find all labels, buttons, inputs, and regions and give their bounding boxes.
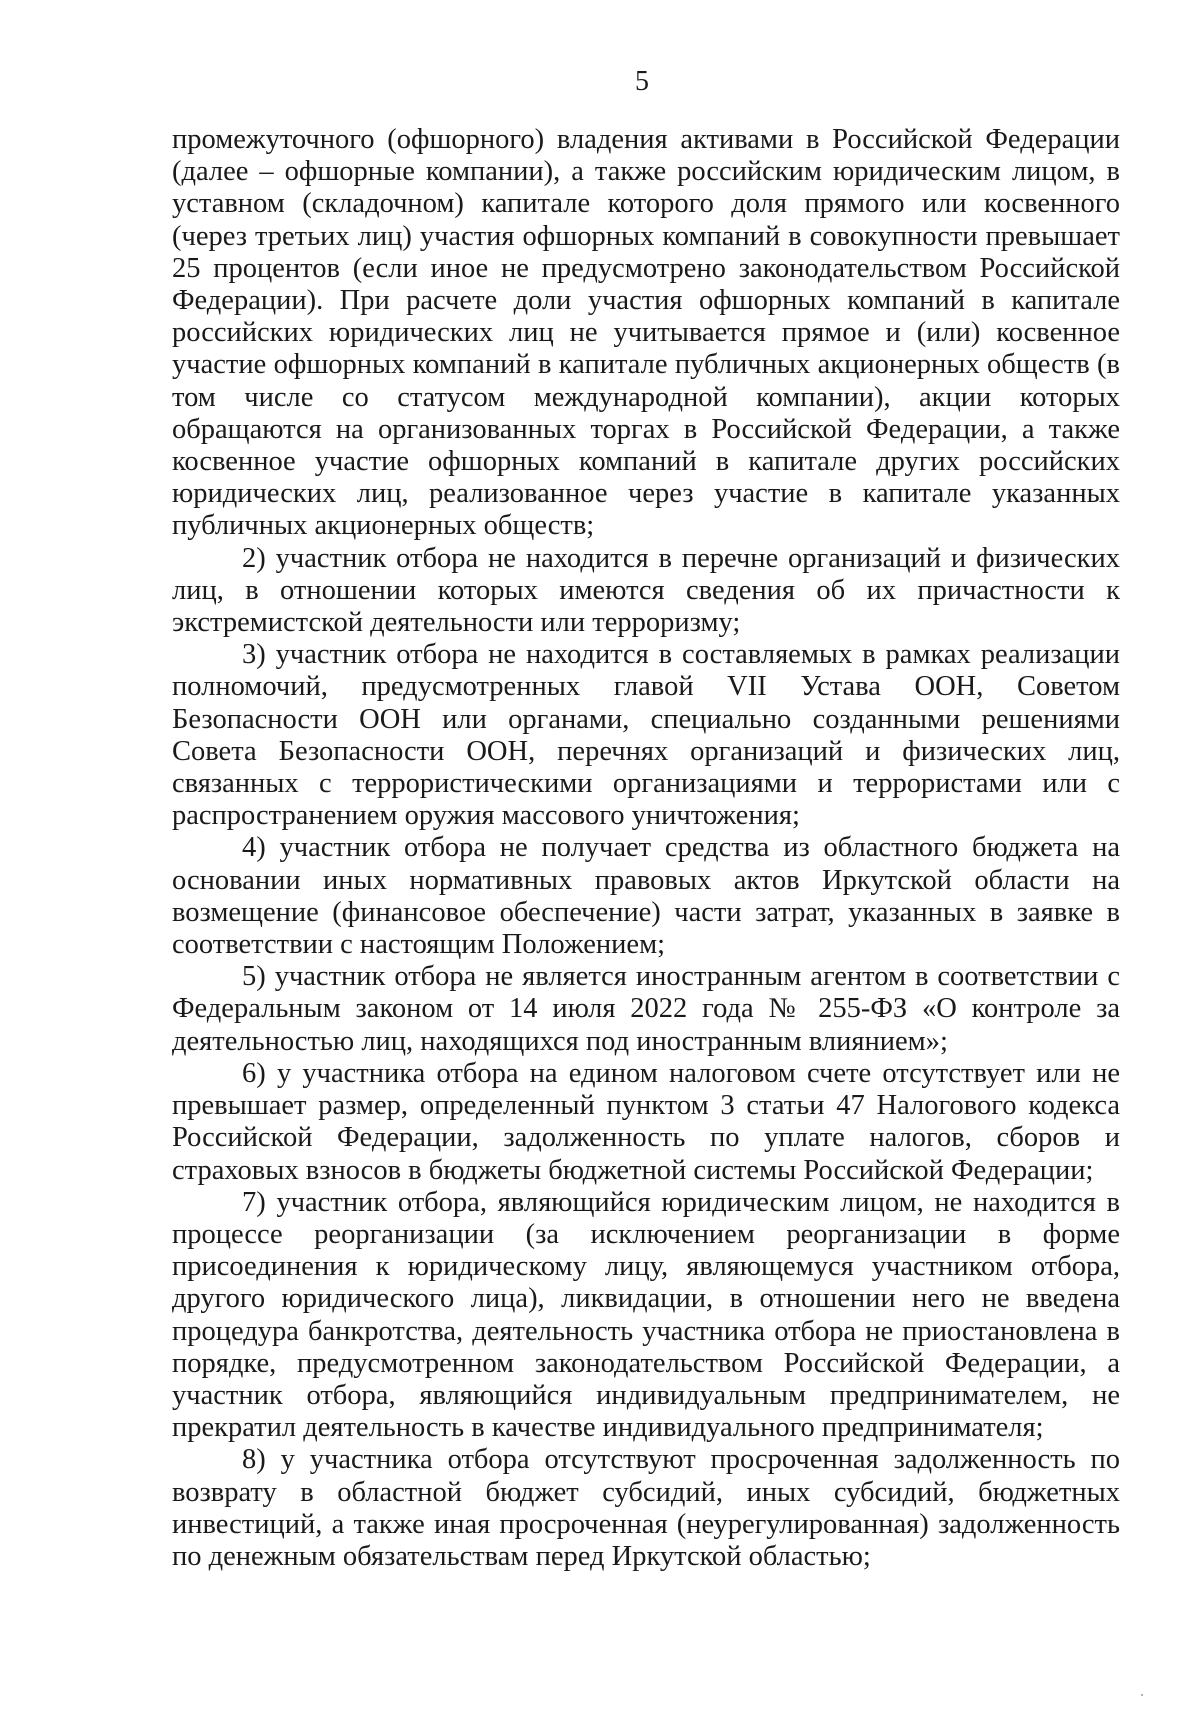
- paragraph-continuation: промежуточного (офшорного) владения активами в Российской Федерации (далее – офшорные компании), а также российским юридическим лицом, в уставном (складочном) капитале которого доля прямого или косвенного (через третьих лиц) участия офшорных компаний в совокупности превышает 25 процентов (если иное не предусмотрено законодательством Российской Федерации). При расчете доли участия офшорных компаний в капитале российских юридических лиц не учитывается прямое и (или) косвенное участие офшорных компаний в капитале публичных акционерных обществ (в том числе со статусом международной компании), акции которых обращаются на организованных торгах в Российской Федерации, а также косвенное участие офшорных компаний в капитале других российских юридических лиц, реализованное через участие в капитале указанных публичных акционерных обществ;: [172, 124, 1120, 542]
- page-number: 5: [635, 66, 649, 97]
- paragraph-item-4: 4) участник отбора не получает средства из областного бюджета на основании иных нормативных правовых актов Иркутской области на возмещение (финансовое обеспечение) части затрат, указанных в заявке в соответствии с настоящим Положением;: [172, 832, 1120, 961]
- paragraph-item-8: 8) у участника отбора отсутствуют просроченная задолженность по возврату в областной бюджет субсидий, иных субсидий, бюджетных инвестиций, а также иная просроченная (неурегулированная) задолженность по денежным обязательствам перед Иркутской областью;: [172, 1444, 1120, 1572]
- scan-speck: [1141, 1694, 1143, 1696]
- paragraph-item-7: 7) участник отбора, являющийся юридическим лицом, не находится в процессе реорганизации (за исключением реорганизации в форме присоединения к юридическому лицу, являющемуся участником отбора, другого юридического лица), ликвидации, в отношении него не введена процедура банкротства, деятельность участника отбора не приостановлена в порядке, предусмотренном законодательством Российской Федерации, а участник отбора, являющийся индивидуальным предпринимателем, не прекратил деятельность в качестве индивидуального предпринимателя;: [172, 1186, 1120, 1444]
- paragraph-item-6: 6) у участника отбора на едином налоговом счете отсутствует или не превышает размер, определенный пунктом 3 статьи 47 Налогового кодекса Российской Федерации, задолженность по уплате налогов, сборов и страховых взносов в бюджеты бюджетной системы Российской Федерации;: [172, 1057, 1120, 1186]
- paragraph-item-2: 2) участник отбора не находится в перечне организаций и физических лиц, в отношении которых имеются сведения об их причастности к экстремистской деятельности или терроризму;: [172, 542, 1120, 639]
- paragraph-item-3: 3) участник отбора не находится в составляемых в рамках реализации полномочий, предусмотренных главой VII Устава ООН, Советом Безопасности ООН или органами, специально созданными решениями Совета Безопасности ООН, перечнях организаций и физических лиц, связанных с террористическими организациями и террористами или с распространением оружия массового уничтожения;: [172, 639, 1120, 832]
- paragraph-item-5: 5) участник отбора не является иностранным агентом в соответствии с Федеральным законом от 14 июля 2022 года № 255-ФЗ «О контроле за деятельностью лиц, находящихся под иностранным влиянием»;: [172, 961, 1120, 1057]
- document-body: [172, 124, 1120, 1573]
